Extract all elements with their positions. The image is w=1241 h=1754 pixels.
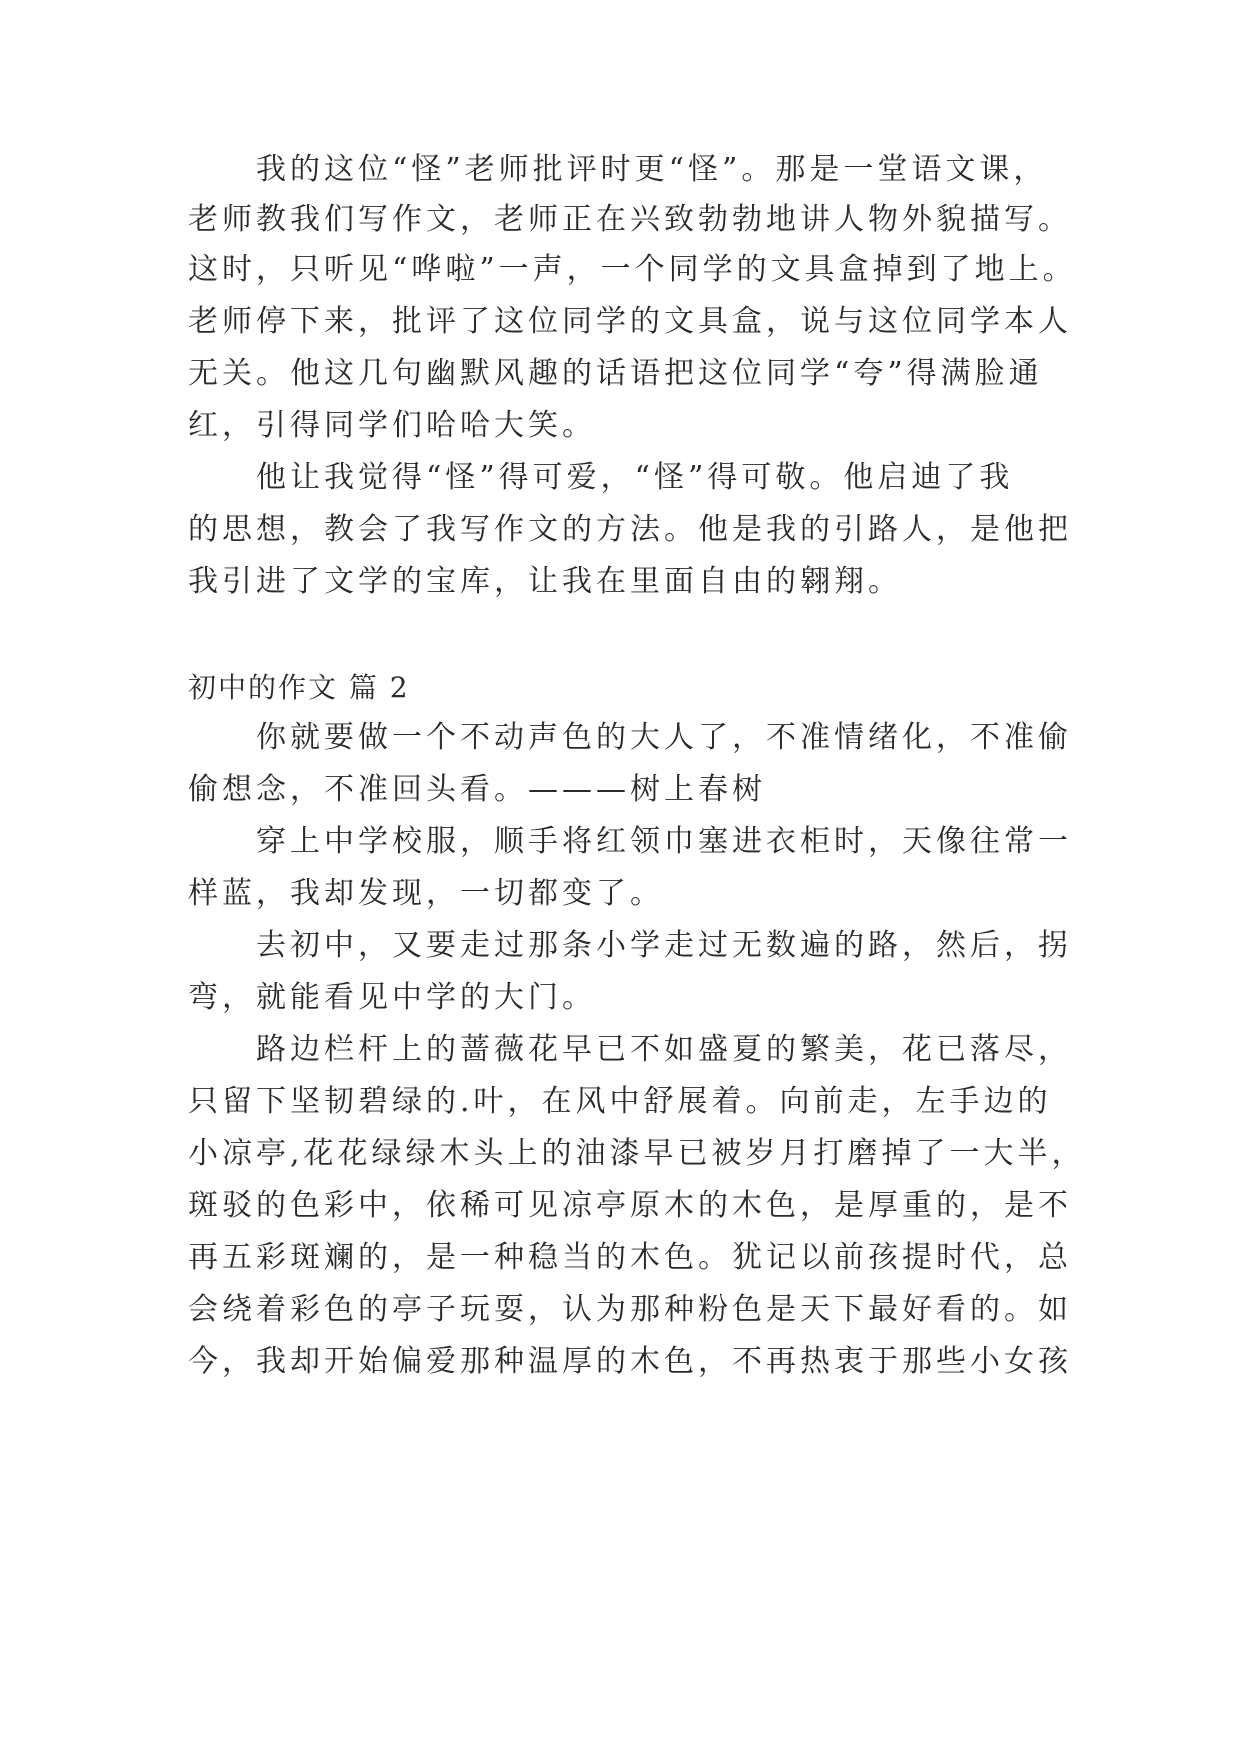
paragraph-line: 无关。他这几句幽默风趣的话语把这位同学“夸”得满脸通: [188, 356, 1043, 391]
section-heading: 初中的作文 篇 2: [188, 671, 410, 704]
paragraph-line: 小凉亭,花花绿绿木头上的油漆早已被岁月打磨掉了一大半，: [188, 1136, 1086, 1171]
paragraph-line: 老师教我们写作文，老师正在兴致勃勃地讲人物外貌描写。: [188, 202, 1072, 237]
paragraph-line: 老师停下来，批评了这位同学的文具盒，说与这位同学本人: [188, 304, 1072, 339]
paragraph-line: 你就要做一个不动声色的大人了，不准情绪化，不准偷: [256, 720, 1072, 755]
paragraph-line: 这时，只听见“哗啦”一声，一个同学的文具盒掉到了地上。: [188, 252, 1077, 287]
paragraph-line: 再五彩斑斓的，是一种稳当的木色。犹记以前孩提时代，总: [188, 1240, 1072, 1275]
paragraph-line: 路边栏杆上的蔷薇花早已不如盛夏的繁美，花已落尽，: [256, 1032, 1072, 1067]
paragraph-line: 他让我觉得“怪”得可爱，“怪”得可敬。他启迪了我: [256, 460, 1014, 495]
paragraph-line: 今，我却开始偏爱那种温厚的木色，不再热衷于那些小女孩: [188, 1344, 1072, 1379]
paragraph-line: 只留下坚韧碧绿的.叶，在风中舒展着。向前走，左手边的: [188, 1084, 1052, 1119]
paragraph-line: 偷想念，不准回头看。———树上春树: [188, 772, 766, 807]
paragraph-line: 样蓝，我却发现，一切都变了。: [188, 876, 664, 911]
paragraph-line: 我引进了文学的宝库，让我在里面自由的翱翔。: [188, 564, 902, 599]
paragraph-line: 弯，就能看见中学的大门。: [188, 980, 596, 1015]
paragraph-line: 红，引得同学们哈哈大笑。: [188, 408, 596, 443]
paragraph-line: 我的这位“怪”老师批评时更“怪”。那是一堂语文课，: [256, 152, 1048, 187]
paragraph-line: 的思想，教会了我写作文的方法。他是我的引路人，是他把: [188, 512, 1072, 547]
paragraph-line: 穿上中学校服，顺手将红领巾塞进衣柜时，天像往常一: [256, 824, 1072, 859]
paragraph-line: 斑驳的色彩中，依稀可见凉亭原木的木色，是厚重的，是不: [188, 1188, 1072, 1223]
paragraph-line: 会绕着彩色的亭子玩耍，认为那种粉色是天下最好看的。如: [188, 1292, 1072, 1327]
paragraph-line: 去初中，又要走过那条小学走过无数遍的路，然后，拐: [256, 928, 1072, 963]
